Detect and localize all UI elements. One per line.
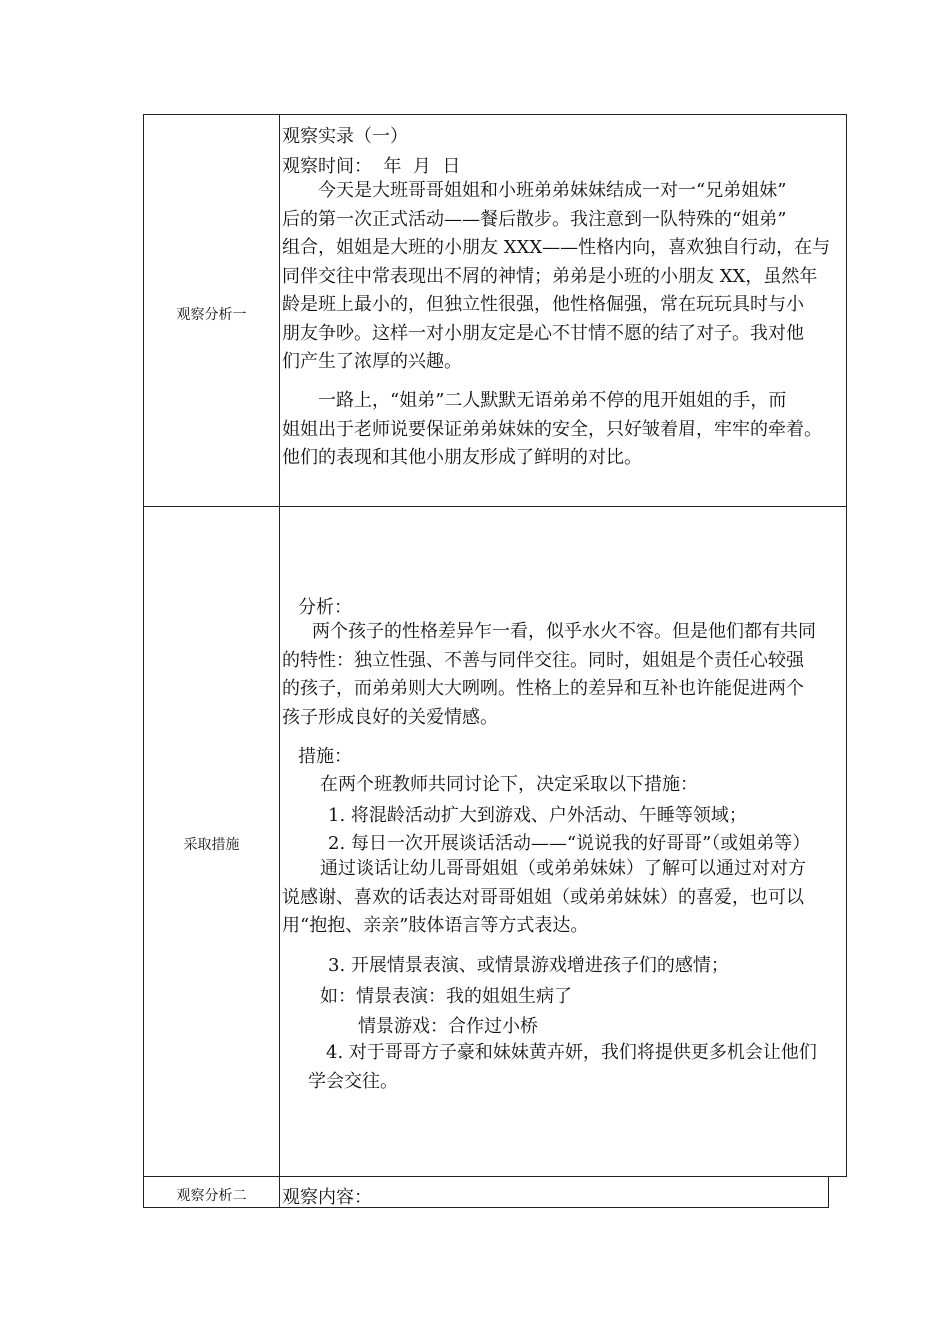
measure-detail-line: 通过谈话让幼儿哥哥姐姐（或弟弟妹妹）了解可以通过对对方 [320,858,806,879]
record-paragraph-1 [282,177,830,377]
measure-detail-line: 说感谢、喜欢的话表达对哥哥姐姐（或弟弟妹妹）的喜爱，也可以 [282,886,804,908]
record-time: 观察时间： 年 月 日 [282,156,461,177]
table-right-border [846,114,847,1177]
measure-item-1: 1. 将混龄活动扩大到游戏、户外活动、午睡等领域； [328,805,747,826]
measure-item-2: 2. 每日一次开展谈话活动——“说说我的好哥哥”（或姐弟等） [328,833,811,854]
record-line: 他们的表现和其他小朋友形成了鲜明的对比。 [282,447,642,468]
example-game: 情景游戏：合作过小桥 [358,1016,538,1037]
measure-item-3: 3. 开展情景表演、或情景游戏增进孩子们的感情； [328,955,729,976]
record-line: 姐姐出于老师说要保证弟弟妹妹的安全，只好皱着眉，牢牢的牵着。 [282,418,822,440]
analysis-line: 两个孩子的性格差异乍一看，似乎水火不容。但是他们都有共同 [312,621,816,642]
row-label-observation-2: 观察分析二 [176,1188,247,1204]
record-line: 朋友争吵。这样一对小朋友定是心不甘情不愿的结了对子。我对他 [282,322,804,344]
measure-item-4-line: 学会交往。 [308,1070,398,1092]
record-line: 后的第一次正式活动——餐后散步。我注意到一队特殊的“姐弟” [282,208,787,230]
record-paragraph-2 [282,387,822,473]
table-right-border-last-row [828,1176,829,1208]
table-bottom-border [143,1207,829,1208]
record-line: 组合，姐姐是大班的小朋友 XXX——性格内向，喜欢独自行动，在与 [282,237,831,258]
record-line: 一路上，“姐弟”二人默默无语弟弟不停的甩开姐姐的手，而 [318,390,787,411]
record-line: 们产生了浓厚的兴趣。 [282,351,462,372]
measures-intro: 在两个班教师共同讨论下，决定采取以下措施： [320,774,698,795]
record-line: 同伴交往中常表现出不屑的神情；弟弟是小班的小朋友 XX，虽然年 [282,265,818,287]
record-line: 今天是大班哥哥姐姐和小班弟弟妹妹结成一对一“兄弟姐妹” [318,180,787,201]
table-top-border [143,114,847,115]
analysis-line: 的孩子，而弟弟则大大咧咧。性格上的差异和互补也许能促进两个 [282,678,804,699]
observation-content-label: 观察内容： [282,1187,372,1208]
measures-label: 措施： [298,746,352,767]
row-divider-2 [143,1176,847,1177]
example-performance: 如：情景表演：我的姐姐生病了 [320,986,572,1007]
analysis-paragraph [282,618,816,732]
analysis-line: 的特性：独立性强、不善与同伴交往。同时，姐姐是个责任心较强 [282,649,804,671]
measure-item-4 [308,1039,817,1096]
record-line: 龄是班上最小的，但独立性很强，他性格倔强，常在玩玩具时与小 [282,294,804,315]
analysis-label: 分析： [298,597,352,618]
column-divider [279,114,280,1208]
row-divider-1 [143,506,847,507]
analysis-line: 孩子形成良好的关爱情感。 [282,706,498,728]
measure-item-4-line: 4. 对于哥哥方子豪和妹妹黄卉妍，我们将提供更多机会让他们 [326,1042,817,1063]
row-label-measures: 采取措施 [183,837,240,853]
record-title: 观察实录（一） [282,126,408,147]
measure-item-2-detail [282,855,806,941]
measure-detail-line: 用“抱抱、亲亲”肢体语言等方式表达。 [282,915,589,936]
table-left-border [143,114,144,1208]
row-label-observation-1: 观察分析一 [176,307,247,323]
